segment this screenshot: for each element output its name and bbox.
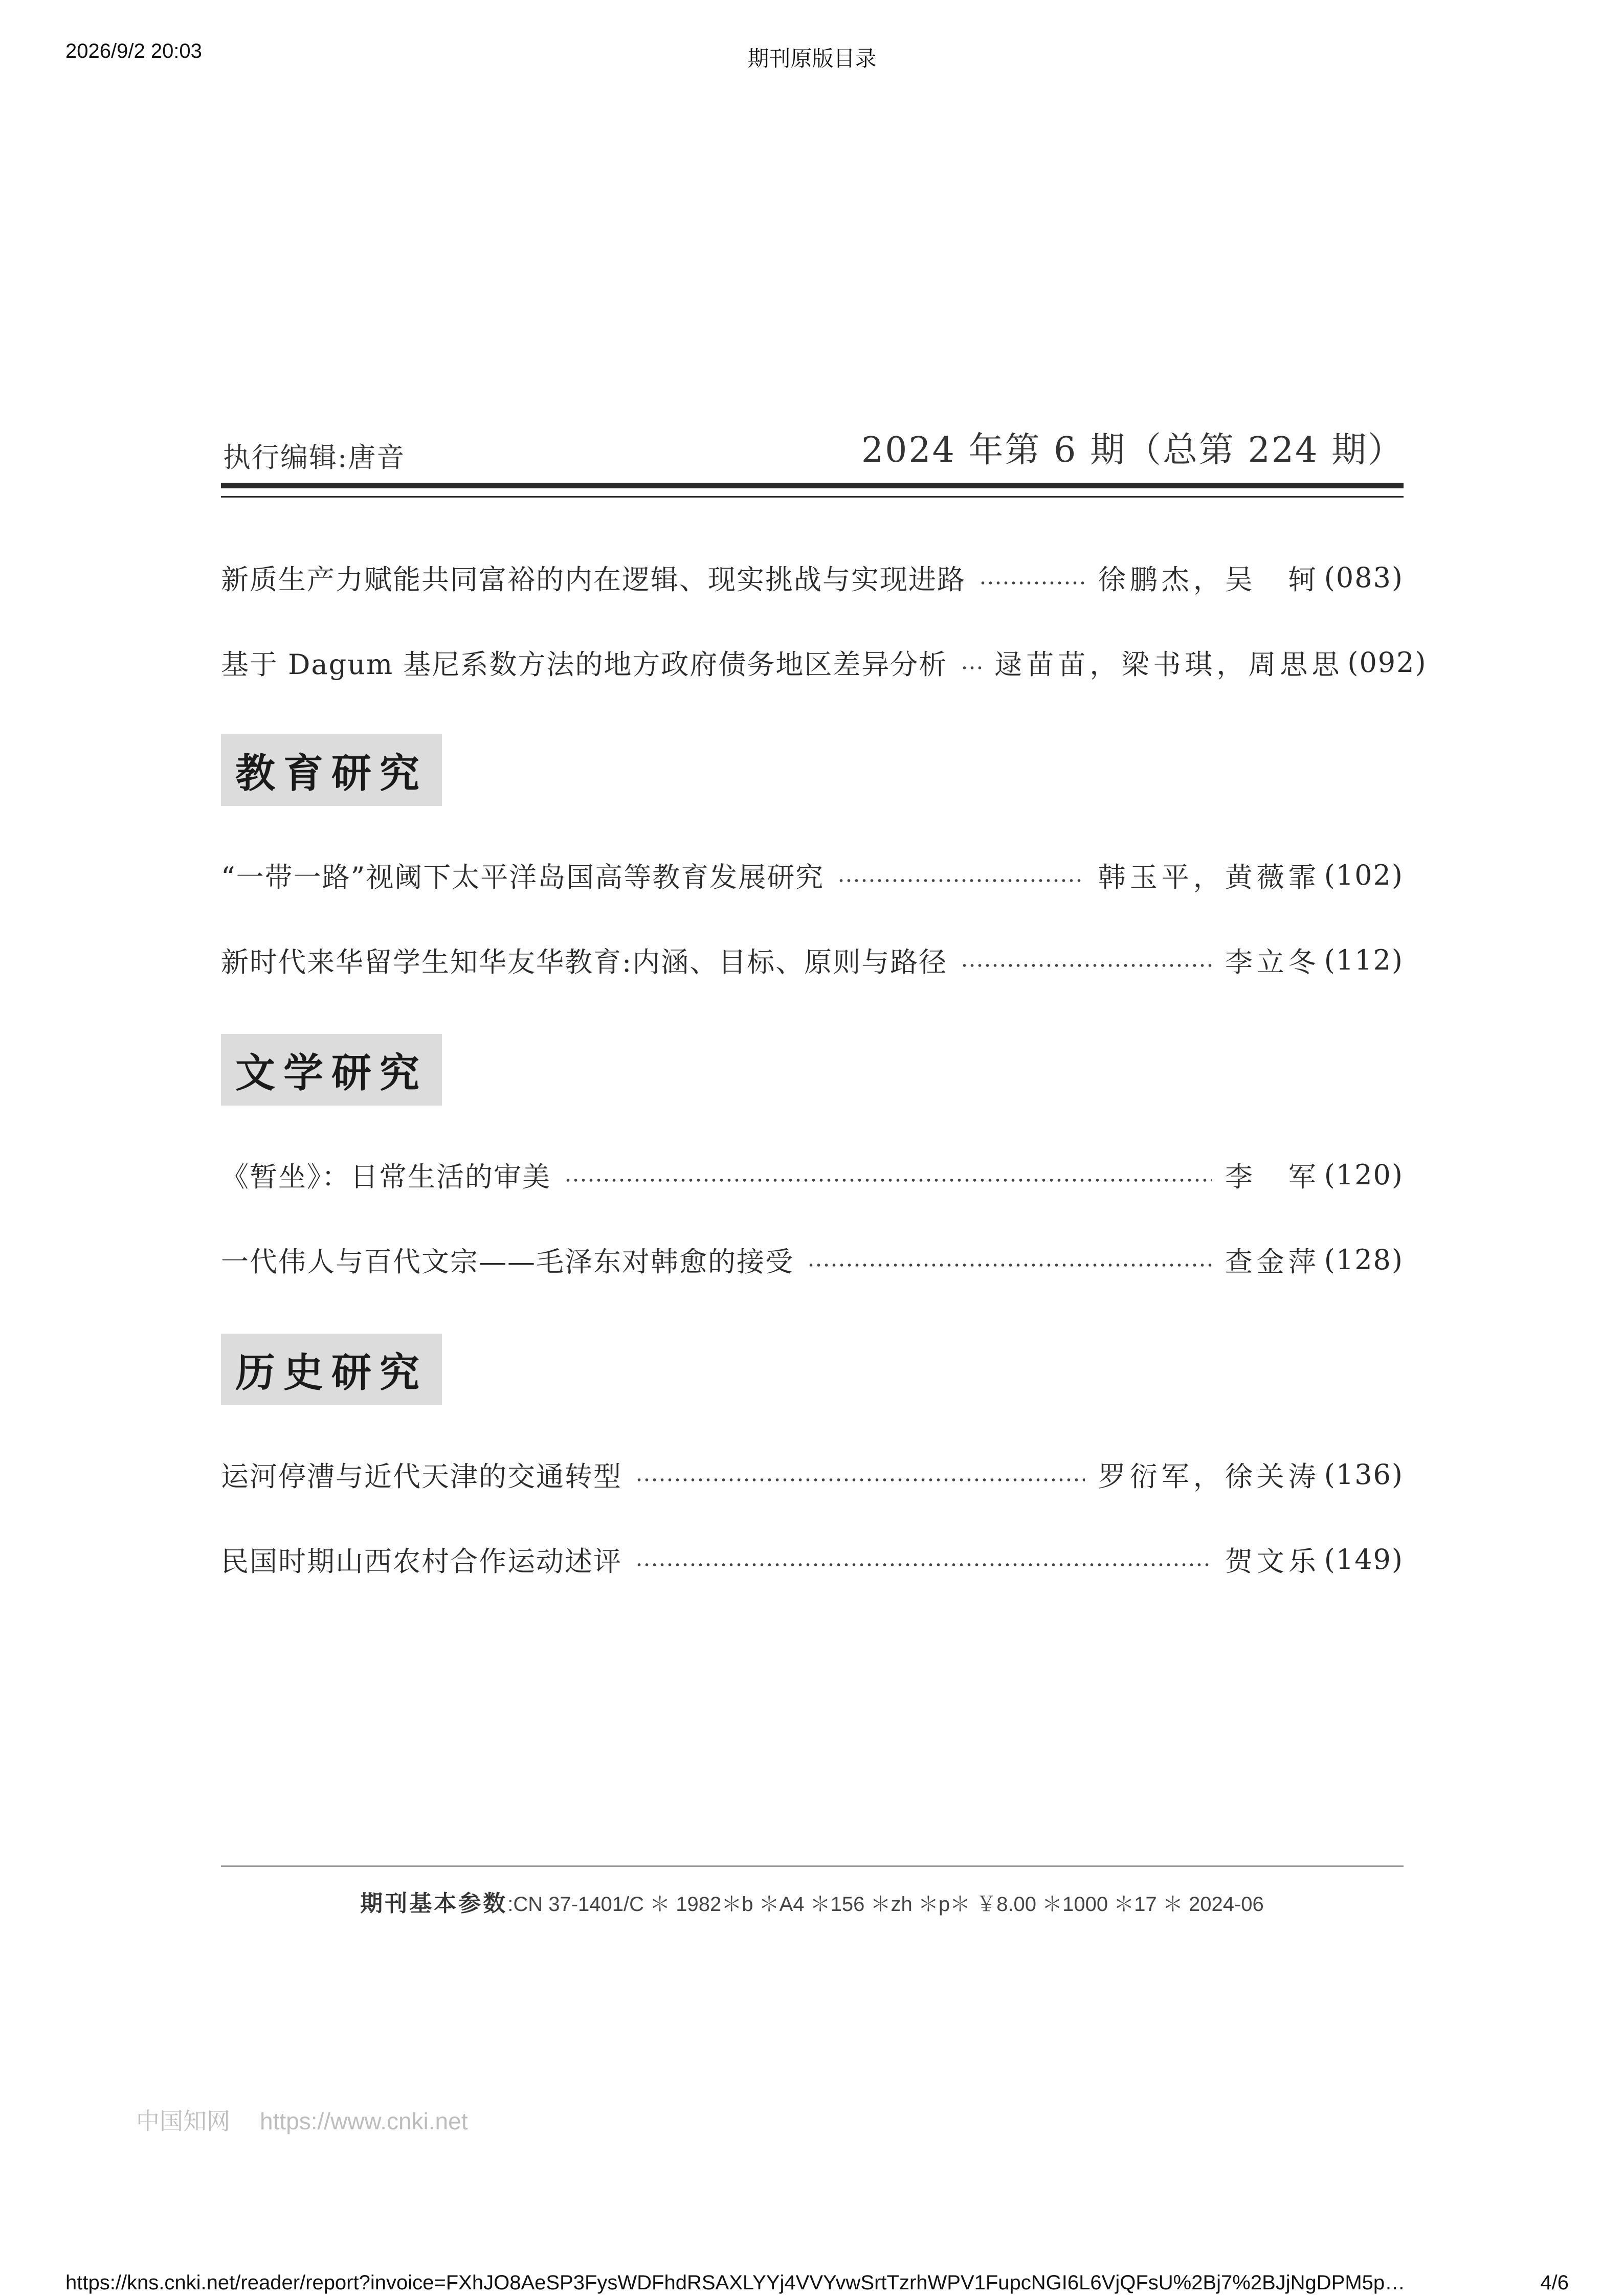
print-title: 期刊原版目录 — [747, 47, 877, 71]
toc-entry-page: (149) — [1324, 1543, 1404, 1575]
section-heading-literature — [221, 1034, 442, 1106]
toc-entry-page: (083) — [1324, 561, 1404, 594]
section-label: 文学研究 — [235, 1050, 428, 1096]
journal-params — [0, 1885, 1624, 1918]
toc-entry[interactable] — [221, 1236, 1404, 1282]
toc-entry-page: (136) — [1324, 1458, 1404, 1491]
toc-entry-authors: 李 军 — [1225, 1160, 1320, 1193]
watermark-brand: 中国知网 — [136, 2108, 230, 2134]
params-label: 期刊基本参数 — [360, 1891, 508, 1916]
print-url: https://kns.cnki.net/reader/report?invoice=FXhJO8AeSP3FysWDFhdRSAXLYYj4VVYvwSrtTzrhWPV1FupcNGI6L6VjQFsU%2Bj7%2BJjNgDPM5p… — [65, 2271, 1406, 2294]
toc-entry-title: 民国时期山西农村合作运动述评 — [221, 1545, 622, 1578]
toc-entry-title: 新时代来华留学生知华友华教育:内涵、目标、原则与路径 — [221, 946, 948, 978]
toc-entry-page: (112) — [1324, 943, 1404, 976]
toc-entry[interactable] — [221, 554, 1404, 600]
toc-entry-authors: 逯苗苗，梁书琪，周思思 — [994, 648, 1344, 681]
toc-entry-authors: 罗衍军，徐关涛 — [1098, 1460, 1320, 1493]
toc-entry-authors: 李立冬 — [1225, 946, 1320, 978]
toc-leader-dots — [961, 964, 1212, 967]
toc-leader-dots — [635, 1478, 1085, 1481]
section-heading-history — [221, 1334, 442, 1405]
toc-leader-dots — [961, 666, 981, 669]
header-rule-thin — [221, 496, 1404, 498]
toc-leader-dots — [564, 1179, 1212, 1182]
section-label: 教育研究 — [235, 750, 428, 797]
section-heading-education — [221, 734, 442, 806]
toc-leader-dots — [635, 1563, 1212, 1566]
header-rule-thick — [221, 483, 1404, 488]
toc-entry[interactable] — [221, 937, 1404, 983]
toc-entry[interactable] — [221, 1152, 1404, 1198]
toc-leader-dots — [837, 879, 1085, 882]
toc-leader-dots — [807, 1264, 1212, 1267]
toc-entry-title: 新质生产力赋能共同富裕的内在逻辑、现实挑战与实现进路 — [221, 563, 966, 596]
section-label: 历史研究 — [235, 1349, 428, 1396]
print-timestamp: 2026/9/2 20:03 — [65, 40, 202, 62]
watermark-url: https://www.cnki.net — [260, 2108, 468, 2134]
toc-entry-authors: 韩玉平，黄薇霏 — [1098, 861, 1320, 893]
executive-editor: 执行编辑:唐音 — [223, 441, 406, 474]
toc-entry-page: (102) — [1324, 859, 1404, 891]
toc-entry-page: (092) — [1347, 646, 1427, 679]
print-page-number: 4/6 — [1540, 2271, 1569, 2294]
toc-entry[interactable] — [221, 639, 1427, 685]
params-rule — [221, 1865, 1404, 1867]
toc-leader-dots — [979, 581, 1085, 584]
toc-entry-title: 运河停漕与近代天津的交通转型 — [221, 1460, 622, 1493]
toc-entry-page: (128) — [1324, 1243, 1404, 1276]
toc-entry-authors: 贺文乐 — [1225, 1545, 1320, 1578]
toc-entry[interactable] — [221, 1451, 1404, 1497]
toc-entry-page: (120) — [1324, 1158, 1404, 1191]
toc-entry-authors: 查金萍 — [1225, 1245, 1320, 1278]
toc-entry-title: “一带一路”视阈下太平洋岛国高等教育发展研究 — [221, 861, 825, 893]
toc-entry[interactable] — [221, 852, 1404, 898]
params-value: :CN 37-1401/C ＊ 1982＊b ＊A4 ＊156 ＊zh ＊p＊ ￥8.00 ＊1000 ＊17 ＊ 2024-06 — [507, 1893, 1264, 1916]
issue-number: 2024 年第 6 期（总第 224 期） — [861, 430, 1404, 470]
toc-entry-authors: 徐鹏杰，吴 轲 — [1098, 563, 1320, 596]
toc-entry-title: 基于 Dagum 基尼系数方法的地方政府债务地区差异分析 — [221, 648, 948, 681]
toc-entry-title: 一代伟人与百代文宗——毛泽东对韩愈的接受 — [221, 1245, 794, 1278]
toc-entry-title: 《暂坐》：日常生活的审美 — [221, 1160, 551, 1193]
cnki-watermark — [136, 2103, 468, 2136]
toc-entry[interactable] — [221, 1536, 1404, 1582]
